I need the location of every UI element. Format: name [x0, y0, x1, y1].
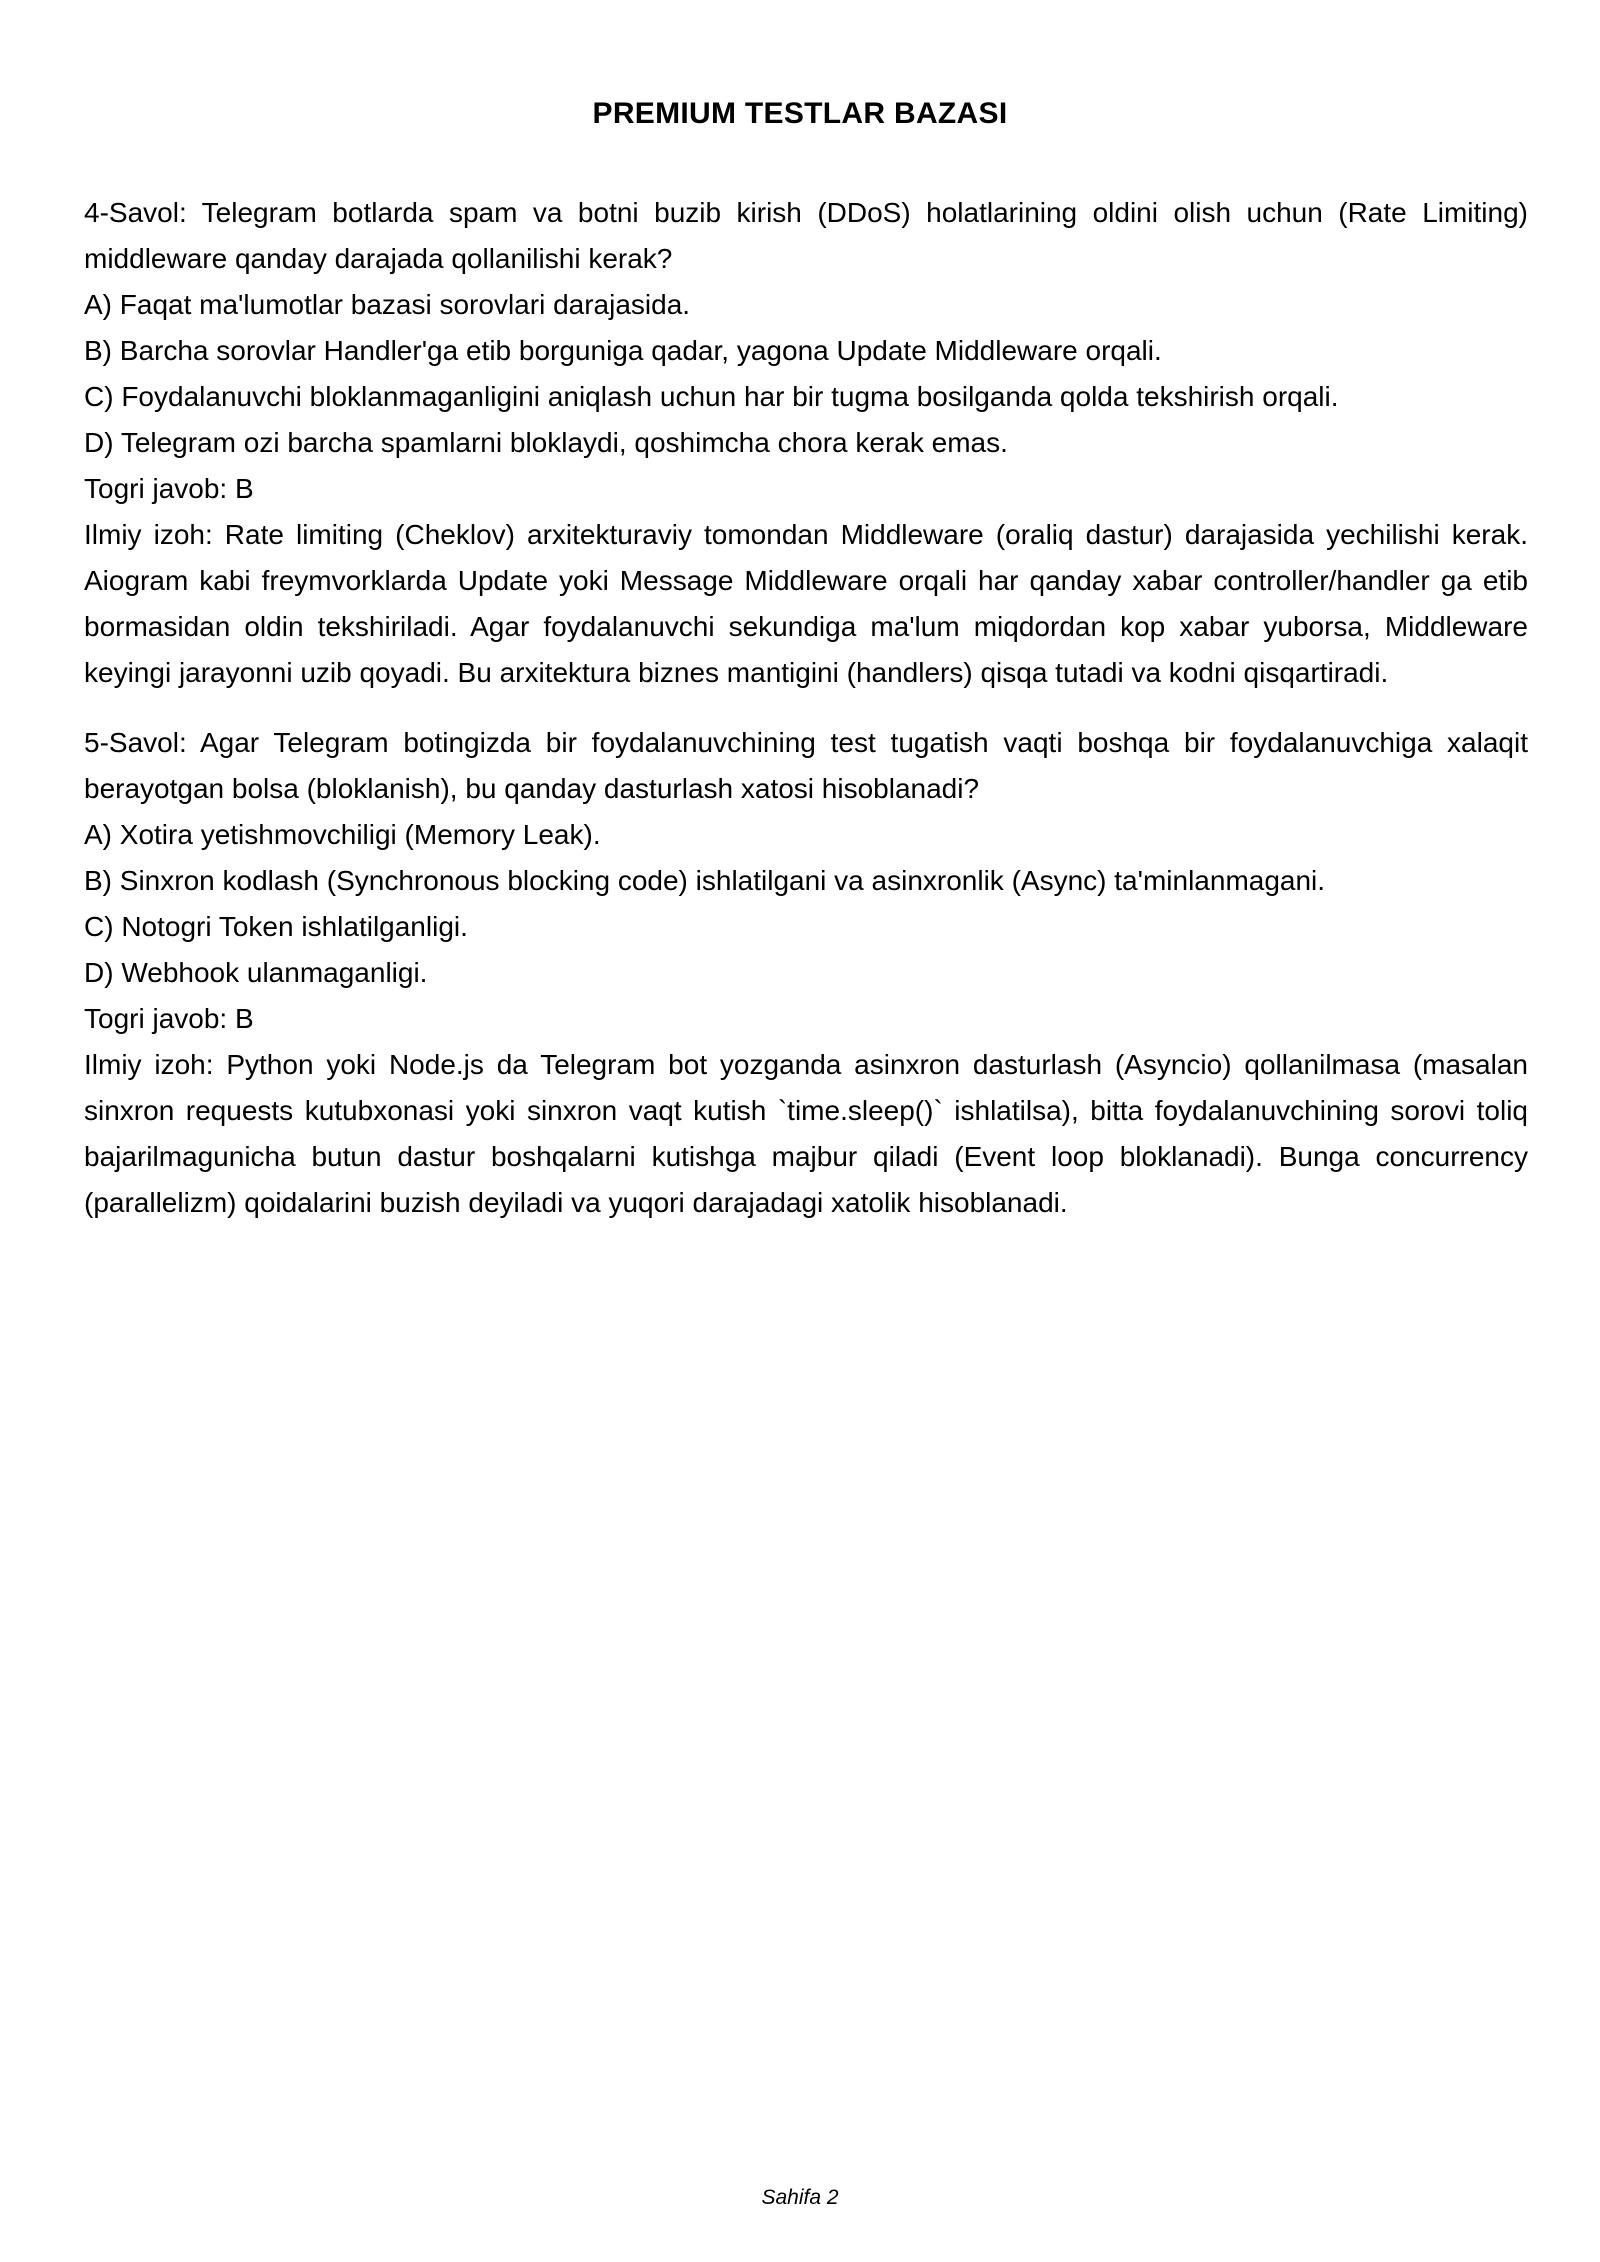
- option-b: B) Sinxron kodlash (Synchronous blocking code) ishlatilgani va asinxronlik (Async) ta'minlanmagani.: [84, 865, 1326, 896]
- document-body: [84, 190, 1528, 1250]
- option-b: B) Barcha sorovlar Handler'ga etib borguniga qadar, yagona Update Middleware orqali.: [84, 335, 1162, 366]
- explanation-text: Ilmiy izoh: Python yoki Node.js da Telegram bot yozganda asinxron dasturlash (Asyncio) qollanilmasa (masalan sinxron requests kutubxonasi yoki sinxron vaqt kutish `time.sleep()` ishlatilsa), bitta foydalanuvchining sorovi toliq bajarilmagunicha butun dastur boshqalarni kutishga majbur qiladi (Event loop bloklanadi). Bunga concurrency (parallelizm) qoidalarini buzish deyiladi va yuqori darajadagi xatolik hisoblanadi.: [84, 1049, 1528, 1218]
- page-number: Sahifa 2: [761, 2186, 839, 2209]
- correct-answer: Togri javob: B: [84, 473, 254, 504]
- option-c: C) Notogri Token ishlatilganligi.: [84, 911, 468, 942]
- question-block: [84, 720, 1528, 1226]
- correct-answer: Togri javob: B: [84, 1003, 254, 1034]
- option-d: D) Telegram ozi barcha spamlarni bloklaydi, qoshimcha chora kerak emas.: [84, 427, 1008, 458]
- question-block: [84, 190, 1528, 696]
- option-c: C) Foydalanuvchi bloklanmaganligini aniqlash uchun har bir tugma bosilganda qolda tekshirish orqali.: [84, 381, 1339, 412]
- option-a: A) Xotira yetishmovchiligi (Memory Leak).: [84, 819, 601, 850]
- question-text: 5-Savol: Agar Telegram botingizda bir foydalanuvchining test tugatish vaqti boshqa bir foydalanuvchiga xalaqit berayotgan bolsa (bloklanish), bu qanday dasturlash xatosi hisoblanadi?: [84, 727, 1528, 804]
- question-text: 4-Savol: Telegram botlarda spam va botni buzib kirish (DDoS) holatlarining oldini olish uchun (Rate Limiting) middleware qanday darajada qollanilishi kerak?: [84, 197, 1528, 274]
- explanation-text: Ilmiy izoh: Rate limiting (Cheklov) arxitekturaviy tomondan Middleware (oraliq dastur) darajasida yechilishi kerak. Aiogram kabi freymvorklarda Update yoki Message Middleware orqali har qanday xabar controller/handler ga etib bormasidan oldin tekshiriladi. Agar foydalanuvchi sekundiga ma'lum miqdordan kop xabar yuborsa, Middleware keyingi jarayonni uzib qoyadi. Bu arxitektura biznes mantigini (handlers) qisqa tutadi va kodni qisqartiradi.: [84, 519, 1528, 688]
- page-title: PREMIUM TESTLAR BAZASI: [592, 97, 1008, 130]
- option-a: A) Faqat ma'lumotlar bazasi sorovlari darajasida.: [84, 289, 691, 320]
- option-d: D) Webhook ulanmaganligi.: [84, 957, 428, 988]
